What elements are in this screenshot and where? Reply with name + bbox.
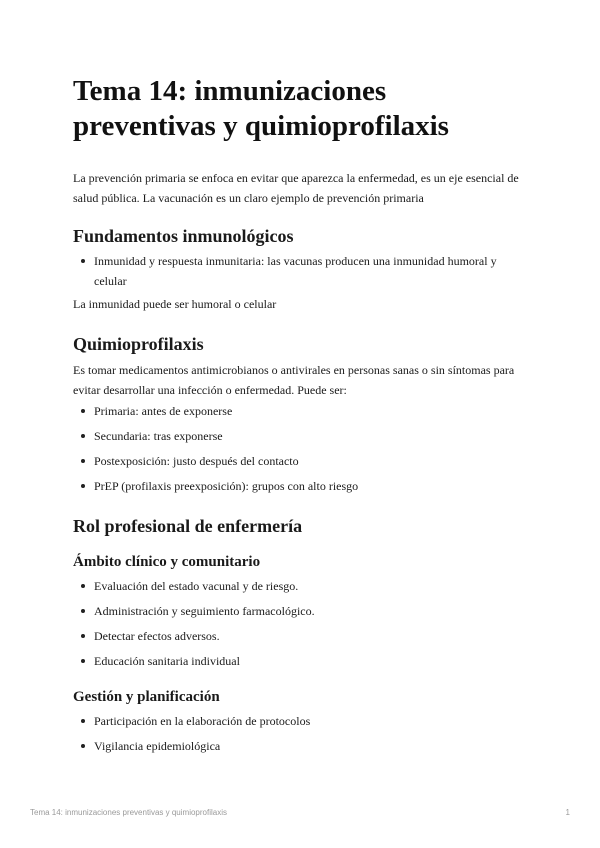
list-item: Administración y seguimiento farmacológico.: [73, 601, 525, 621]
list-item: Evaluación del estado vacunal y de riesgo.: [73, 576, 525, 596]
section-heading-rol: Rol profesional de enfermería: [73, 516, 303, 536]
list-item: Inmunidad y respuesta inmunitaria: las vacunas producen una inmunidad humoral y celular: [73, 251, 525, 291]
section-heading-fundamentos: Fundamentos inmunológicos: [73, 226, 294, 246]
quimio-paragraph: Es tomar medicamentos antimicrobianos o antivirales en personas sanas o sin síntomas para evitar desarrollar una infección o enfermedad. Puede ser:: [73, 363, 515, 397]
list-item: Participación en la elaboración de protocolos: [73, 711, 525, 731]
subsection-heading-gestion: Gestión y planificación: [73, 689, 220, 705]
list-item: Secundaria: tras exponerse: [73, 426, 525, 446]
quimio-list: [73, 401, 525, 496]
list-item: Postexposición: justo después del contacto: [73, 451, 525, 471]
subsection-heading-ambito: Ámbito clínico y comunitario: [73, 554, 261, 570]
page-number: 1: [565, 808, 570, 817]
intro-paragraph: La prevención primaria se enfoca en evitar que aparezca la enfermedad, es un eje esencial de salud pública. La vacunación es un claro ejemplo de prevención primaria: [73, 171, 519, 205]
fundamentos-list: [73, 251, 525, 291]
list-item: Educación sanitaria individual: [73, 651, 525, 671]
page-title: Tema 14: inmunizaciones preventivas y quimioprofilaxis: [73, 75, 449, 142]
list-item: Vigilancia epidemiológica: [73, 736, 525, 756]
gestion-list: [73, 711, 525, 756]
section-heading-quimioprofilaxis: Quimioprofilaxis: [73, 334, 204, 354]
fundamentos-note: La inmunidad puede ser humoral o celular: [73, 297, 277, 311]
page-footer: [30, 808, 570, 817]
footer-title: Tema 14: inmunizaciones preventivas y quimioprofilaxis: [30, 808, 227, 817]
ambito-list: [73, 576, 525, 671]
list-item: PrEP (profilaxis preexposición): grupos con alto riesgo: [73, 476, 525, 496]
list-item: Detectar efectos adversos.: [73, 626, 525, 646]
list-item: Primaria: antes de exponerse: [73, 401, 525, 421]
